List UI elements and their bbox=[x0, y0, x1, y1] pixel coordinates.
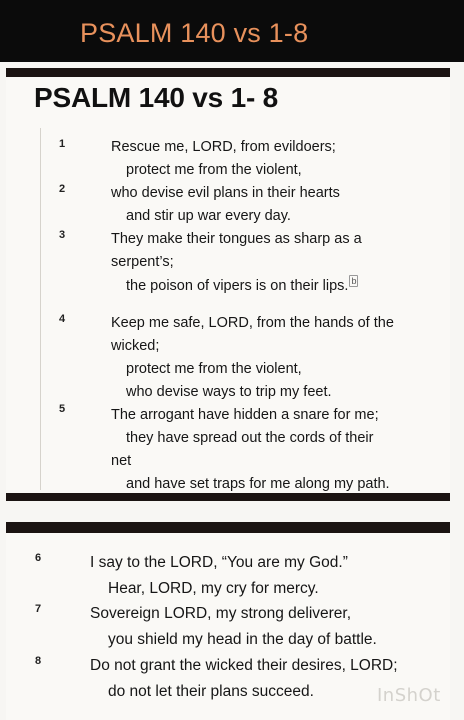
divider-bar-top bbox=[6, 68, 450, 77]
top-banner bbox=[0, 0, 464, 62]
verse-number: 7 bbox=[35, 603, 42, 615]
verse-number: 8 bbox=[35, 655, 42, 667]
verse-line: and stir up war every day. bbox=[126, 208, 291, 224]
verse-number: 6 bbox=[35, 552, 42, 564]
verse-line: protect me from the violent, bbox=[126, 162, 302, 178]
verse-line: who devise ways to trip my feet. bbox=[126, 384, 332, 400]
verse-line: they have spread out the cords of their bbox=[126, 430, 374, 446]
divider-bar-middle bbox=[6, 493, 450, 501]
verse-line: I say to the LORD, “You are my God.” bbox=[90, 554, 348, 571]
verse-line: who devise evil plans in their hearts bbox=[111, 185, 340, 201]
verse-number: 3 bbox=[59, 229, 66, 241]
verse-line: wicked; bbox=[111, 338, 160, 354]
verse-line: protect me from the violent, bbox=[126, 361, 302, 377]
banner-title: PSALM 140 vs 1-8 bbox=[80, 18, 309, 48]
verse-line: Sovereign LORD, my strong deliverer, bbox=[90, 605, 352, 622]
verse-line bbox=[126, 277, 358, 294]
verse-line: Do not grant the wicked their desires, LORD; bbox=[90, 657, 398, 674]
verse-line: Keep me safe, LORD, from the hands of the bbox=[111, 315, 394, 331]
verse-line: you shield my head in the day of battle. bbox=[108, 631, 377, 648]
verse-number: 1 bbox=[59, 138, 66, 150]
verse-number: 5 bbox=[59, 403, 66, 415]
verse-line: serpent’s; bbox=[111, 254, 174, 270]
verse-line: Hear, LORD, my cry for mercy. bbox=[108, 580, 319, 597]
divider-bar-lower bbox=[6, 522, 450, 533]
inshot-watermark: InShOt bbox=[377, 685, 441, 706]
psalm-heading: PSALM 140 vs 1- 8 bbox=[34, 82, 279, 113]
verse-line: They make their tongues as sharp as a bbox=[111, 231, 362, 247]
footnote-marker[interactable]: b bbox=[351, 276, 357, 286]
verse-line: The arrogant have hidden a snare for me; bbox=[111, 407, 379, 423]
verse-number: 4 bbox=[59, 313, 66, 325]
verse-line: Rescue me, LORD, from evildoers; bbox=[111, 139, 336, 155]
verse-line: and have set traps for me along my path. bbox=[126, 476, 390, 492]
verse-gutter-line bbox=[40, 128, 41, 490]
verse-number: 2 bbox=[59, 183, 66, 195]
verse-line-text: the poison of vipers is on their lips. bbox=[126, 277, 349, 294]
verse-line: net bbox=[111, 453, 132, 469]
verse-line: do not let their plans succeed. bbox=[108, 683, 314, 700]
